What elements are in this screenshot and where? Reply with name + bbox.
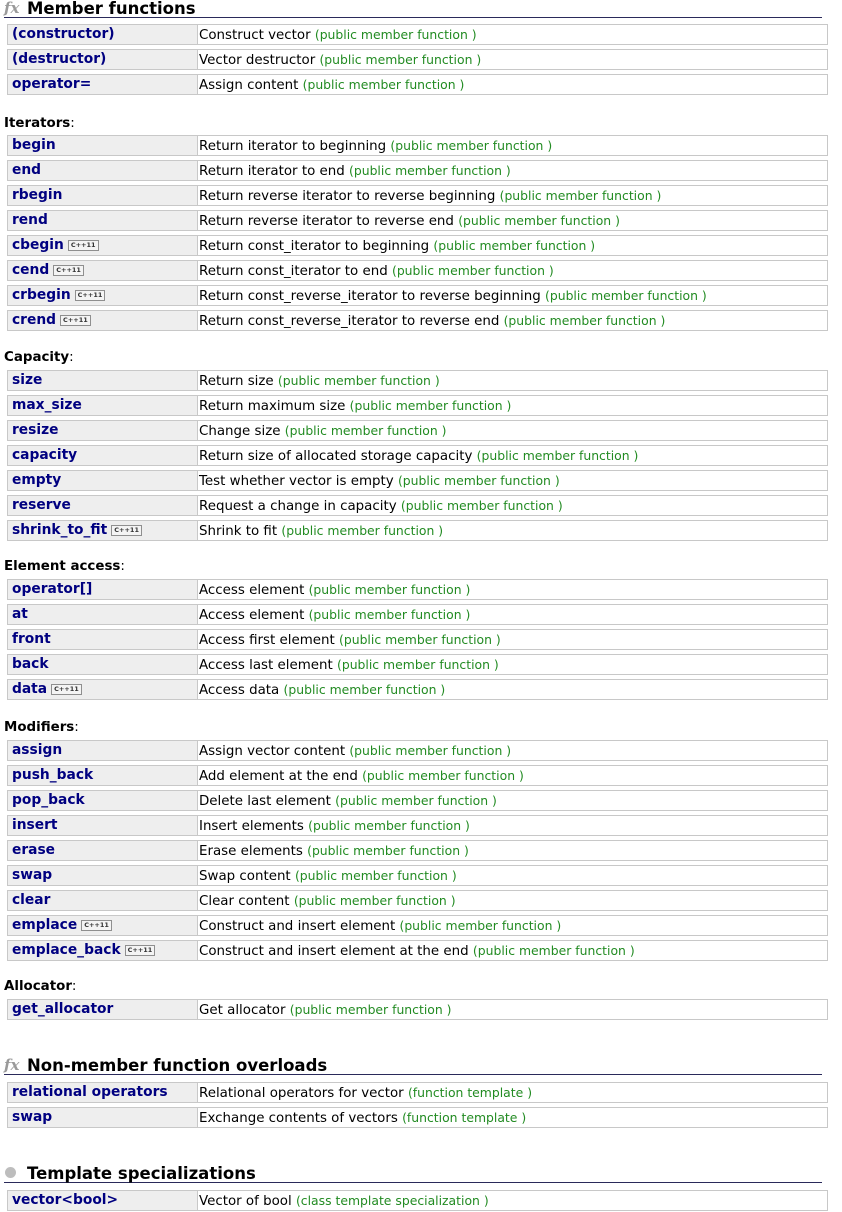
row-description: Return reverse iterator to reverse end: [199, 214, 454, 229]
row-description: Construct and insert element: [199, 919, 396, 934]
swap-link[interactable]: swap: [12, 867, 53, 883]
table-row: [7, 49, 828, 70]
row-kind: (public member function ): [284, 423, 447, 438]
back-link[interactable]: back: [12, 656, 49, 672]
push-back-link[interactable]: push_back: [12, 767, 94, 783]
cpp11-badge-icon: C++11: [125, 945, 156, 956]
row-description: Change size: [199, 424, 281, 439]
crbegin-link[interactable]: crbegin: [12, 287, 71, 303]
table-row: [7, 865, 828, 886]
cpp11-badge-icon: C++11: [111, 525, 142, 536]
get-allocator-link[interactable]: get_allocator: [12, 1001, 114, 1017]
row-kind: (public member function ): [400, 498, 563, 513]
row-description: Exchange contents of vectors: [199, 1111, 398, 1126]
row-kind: (public member function ): [339, 632, 501, 647]
modifiers-table: [7, 740, 828, 961]
row-kind: (public member function ): [308, 582, 471, 597]
table-row: [7, 470, 828, 491]
pop-back-link[interactable]: pop_back: [12, 792, 85, 808]
row-kind: (public member function ): [433, 238, 596, 253]
row-description: Return const_reverse_iterator to reverse beginning: [199, 289, 541, 304]
row-description: Access data: [199, 683, 280, 698]
section-title: Non-member function overloads: [27, 1056, 328, 1075]
max-size-link[interactable]: max_size: [12, 397, 82, 413]
cpp11-badge-icon: C++11: [51, 684, 82, 695]
row-kind: (public member function ): [277, 373, 440, 388]
table-row: [7, 420, 828, 441]
function-icon: fx: [4, 1056, 20, 1074]
erase-link[interactable]: erase: [12, 842, 56, 858]
row-description: Add element at the end: [199, 769, 358, 784]
row-description: Request a change in capacity: [199, 499, 397, 514]
table-row: [7, 160, 828, 181]
table-row: [7, 185, 828, 206]
cpp11-badge-icon: C++11: [68, 240, 99, 251]
capacity-link[interactable]: capacity: [12, 447, 78, 463]
shrink-to-fit-link[interactable]: shrink_to_fit: [12, 522, 108, 538]
row-kind: (public member function ): [391, 263, 554, 278]
relational-operators-link[interactable]: relational operators: [12, 1084, 168, 1100]
row-kind: (public member function ): [308, 818, 470, 833]
row-kind: (public member function ): [458, 213, 620, 228]
row-description: Erase elements: [199, 844, 303, 859]
row-description: Construct vector: [199, 28, 311, 43]
table-row: [7, 579, 828, 600]
member-functions-header: [4, 1, 822, 18]
row-description: Assign vector content: [199, 744, 346, 759]
row-kind: (public member function ): [349, 163, 511, 178]
table-row: [7, 604, 828, 625]
table-row: [7, 135, 828, 156]
row-description: Swap content: [199, 869, 291, 884]
row-description: Return size: [199, 374, 274, 389]
cend-link[interactable]: cend: [12, 262, 50, 278]
end-link[interactable]: end: [12, 162, 42, 178]
crend-link[interactable]: crend: [12, 312, 57, 328]
cpp11-badge-icon: C++11: [75, 290, 106, 301]
rend-link[interactable]: rend: [12, 212, 48, 228]
allocator-table: [7, 999, 828, 1020]
constructor-link[interactable]: (constructor): [12, 26, 115, 42]
assign-link[interactable]: assign: [12, 742, 63, 758]
row-kind: (function template ): [407, 1085, 533, 1100]
table-row: [7, 790, 828, 811]
size-link[interactable]: size: [12, 372, 43, 388]
iterators-label: Iterators:: [4, 116, 75, 131]
basic-functions-table: [7, 24, 828, 95]
vector-bool-link[interactable]: vector<bool>: [12, 1192, 119, 1208]
insert-link[interactable]: insert: [12, 817, 58, 833]
row-description: Access element: [199, 583, 305, 598]
iterators-table: [7, 135, 828, 331]
row-description: Return iterator to end: [199, 164, 345, 179]
table-row: [7, 999, 828, 1020]
data-link[interactable]: data: [12, 681, 48, 697]
row-kind: (public member function ): [308, 607, 471, 622]
row-description: Vector destructor: [199, 53, 316, 68]
row-kind: (public member function ): [314, 27, 477, 42]
row-kind: (public member function ): [399, 918, 562, 933]
table-row: [7, 890, 828, 911]
table-row: [7, 765, 828, 786]
row-description: Return const_reverse_iterator to reverse end: [199, 314, 500, 329]
row-description: Return maximum size: [199, 399, 346, 414]
cpp11-badge-icon: C++11: [60, 315, 91, 326]
row-description: Return iterator to beginning: [199, 139, 387, 154]
section-title: Member functions: [27, 0, 196, 18]
table-row: [7, 285, 828, 306]
table-row: [7, 445, 828, 466]
row-description: Clear content: [199, 894, 290, 909]
row-kind: (public member function ): [349, 743, 512, 758]
element-access-table: [7, 579, 828, 700]
table-row: [7, 310, 828, 331]
row-description: Assign content: [199, 78, 299, 93]
table-row: [7, 629, 828, 650]
cpp11-badge-icon: C++11: [53, 265, 84, 276]
table-row: [7, 815, 828, 836]
row-kind: (public member function ): [319, 52, 482, 67]
table-row: [7, 495, 828, 516]
emplace-link[interactable]: emplace: [12, 917, 78, 933]
row-kind: (public member function ): [283, 682, 446, 697]
table-row: [7, 520, 828, 541]
operator-subscript-link[interactable]: operator[]: [12, 581, 93, 597]
row-kind: (public member function ): [294, 868, 457, 883]
table-row: [7, 915, 828, 936]
operator-assign-link[interactable]: operator=: [12, 76, 92, 92]
row-description: Access first element: [199, 633, 335, 648]
table-row: [7, 740, 828, 761]
row-kind: (public member function ): [472, 943, 635, 958]
table-row: [7, 260, 828, 281]
section-title: Template specializations: [27, 1164, 256, 1183]
row-kind: (public member function ): [349, 398, 512, 413]
capacity-label: Capacity:: [4, 350, 74, 365]
row-description: Access last element: [199, 658, 333, 673]
row-description: Construct and insert element at the end: [199, 944, 469, 959]
row-kind: (public member function ): [289, 1002, 452, 1017]
row-description: Vector of bool: [199, 1194, 292, 1209]
table-row: [7, 840, 828, 861]
row-kind: (public member function ): [390, 138, 553, 153]
row-description: Insert elements: [199, 819, 304, 834]
table-row: [7, 679, 828, 700]
table-row: [7, 235, 828, 256]
row-kind: (public member function ): [293, 893, 456, 908]
table-row: [7, 1082, 828, 1103]
row-kind: (class template specialization ): [295, 1193, 489, 1208]
table-row: [7, 654, 828, 675]
row-kind: (public member function ): [307, 843, 469, 858]
row-description: Delete last element: [199, 794, 331, 809]
function-icon: fx: [4, 0, 20, 17]
resize-link[interactable]: resize: [12, 422, 59, 438]
row-kind: (public member function ): [476, 448, 639, 463]
row-kind: (public member function ): [397, 473, 560, 488]
empty-link[interactable]: empty: [12, 472, 62, 488]
reserve-link[interactable]: reserve: [12, 497, 71, 513]
modifiers-label: Modifiers:: [4, 720, 79, 735]
row-description: Shrink to fit: [199, 524, 278, 539]
bullet-icon: [5, 1167, 16, 1178]
at-link[interactable]: at: [12, 606, 28, 622]
swap-nonmember-link[interactable]: swap: [12, 1109, 53, 1125]
row-description: Return size of allocated storage capacity: [199, 449, 473, 464]
begin-link[interactable]: begin: [12, 137, 56, 153]
table-row: [7, 74, 828, 95]
row-kind: (public member function ): [503, 313, 666, 328]
rbegin-link[interactable]: rbegin: [12, 187, 63, 203]
row-kind: (public member function ): [281, 523, 444, 538]
row-description: Return reverse iterator to reverse beginning: [199, 189, 496, 204]
row-description: Access element: [199, 608, 305, 623]
row-description: Get allocator: [199, 1003, 286, 1018]
row-kind: (public member function ): [499, 188, 662, 203]
row-description: Test whether vector is empty: [199, 474, 394, 489]
nonmember-table: [7, 1082, 828, 1128]
capacity-table: [7, 370, 828, 541]
front-link[interactable]: front: [12, 631, 51, 647]
table-row: [7, 1190, 828, 1211]
emplace-back-link[interactable]: emplace_back: [12, 942, 121, 958]
row-kind: (public member function ): [545, 288, 707, 303]
destructor-link[interactable]: (destructor): [12, 51, 107, 67]
row-description: Return const_iterator to end: [199, 264, 388, 279]
row-description: Return const_iterator to beginning: [199, 239, 430, 254]
specializations-table: [7, 1190, 828, 1211]
row-kind: (public member function ): [335, 793, 497, 808]
element-access-label: Element access:: [4, 559, 125, 574]
table-row: [7, 1107, 828, 1128]
table-row: [7, 210, 828, 231]
row-kind: (public member function ): [362, 768, 524, 783]
table-row: [7, 370, 828, 391]
clear-link[interactable]: clear: [12, 892, 51, 908]
row-kind: (public member function ): [302, 77, 465, 92]
table-row: [7, 24, 828, 45]
nonmember-header: [4, 1058, 822, 1075]
row-kind: (function template ): [402, 1110, 527, 1125]
allocator-label: Allocator:: [4, 979, 77, 994]
row-description: Relational operators for vector: [199, 1086, 404, 1101]
table-row: [7, 395, 828, 416]
template-specializations-header: [4, 1166, 822, 1183]
row-kind: (public member function ): [337, 657, 499, 672]
cpp11-badge-icon: C++11: [81, 920, 112, 931]
cbegin-link[interactable]: cbegin: [12, 237, 64, 253]
table-row: [7, 940, 828, 961]
